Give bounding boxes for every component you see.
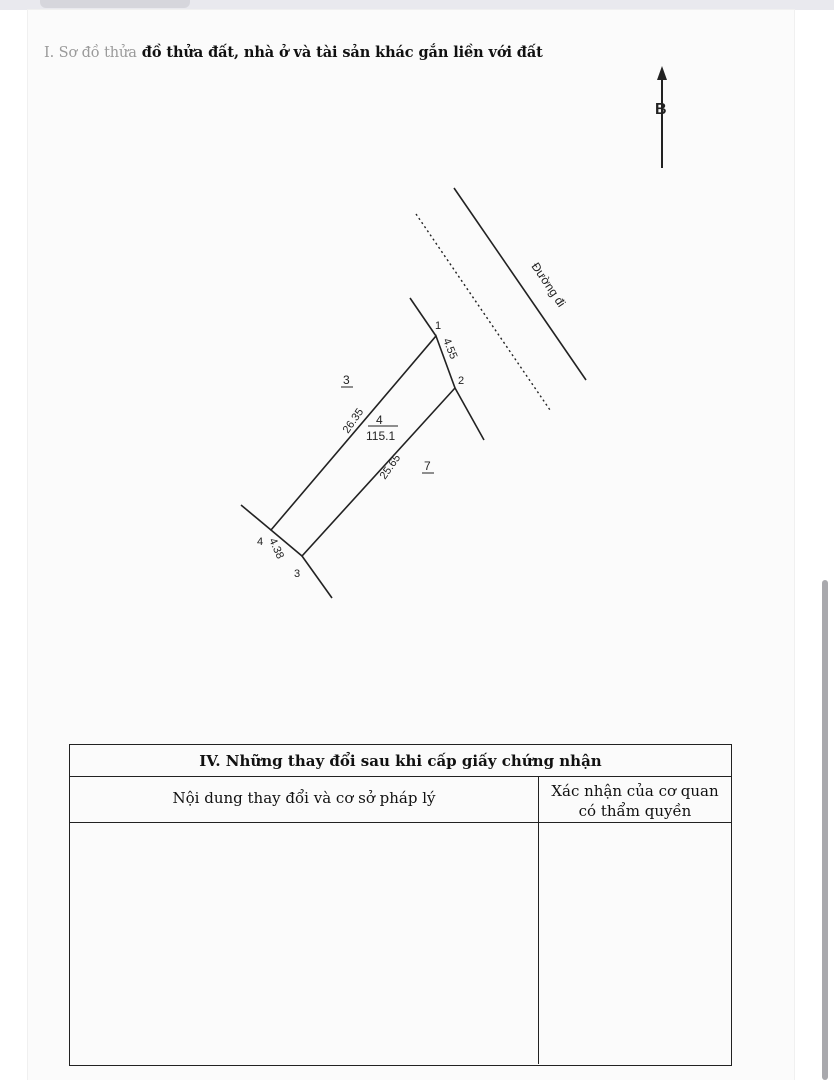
changes-table-header-row [70, 777, 731, 823]
column-header-content: Nội dung thay đổi và cơ sở pháp lý [70, 777, 539, 822]
column-header-confirmation [539, 777, 731, 822]
boundary-extension-east [455, 388, 484, 440]
edge-2-3-length: 25.65 [377, 452, 404, 482]
vertex-2-label: 2 [458, 375, 465, 387]
section-header-prefix: I. Sơ đồ thửa [44, 45, 137, 61]
road-label: Đường đi [528, 259, 569, 310]
edge-3-4-length: 4.38 [266, 536, 286, 561]
parcel-area: 115.1 [366, 429, 396, 443]
column-header-confirmation-line2: có thẩm quyền [578, 802, 692, 820]
changes-table-body [70, 823, 731, 1064]
road-edge-dashed [416, 214, 550, 410]
neighbor-parcel-east: 7 [424, 459, 431, 473]
north-label: B [655, 101, 667, 118]
neighbor-parcel-west: 3 [343, 373, 350, 387]
boundary-extension-south [302, 556, 332, 598]
parcel-outline [271, 336, 455, 556]
scrollbar-thumb[interactable] [822, 580, 828, 1080]
edge-1-2-length: 4.55 [440, 336, 460, 361]
boundary-extension-west [241, 505, 271, 530]
vertex-1-label: 1 [435, 320, 442, 332]
north-arrow-head [657, 66, 667, 80]
parcel-number: 4 [376, 413, 383, 427]
changes-confirmation-cell [539, 823, 731, 1064]
changes-table [69, 744, 732, 1066]
vertex-3-label: 3 [294, 568, 301, 580]
changes-table-title: IV. Những thay đổi sau khi cấp giấy chứng nhận [70, 745, 731, 777]
changes-content-cell [70, 823, 539, 1064]
boundary-extension-north [410, 298, 436, 336]
column-header-confirmation-line1: Xác nhận của cơ quan [551, 782, 719, 800]
road-edge-solid [454, 188, 586, 380]
edge-4-1-length: 26.35 [340, 406, 367, 436]
vertex-4-label: 4 [257, 536, 264, 548]
section-header-title: đồ thửa đất, nhà ở và tài sản khác gắn liền với đất [141, 44, 543, 61]
